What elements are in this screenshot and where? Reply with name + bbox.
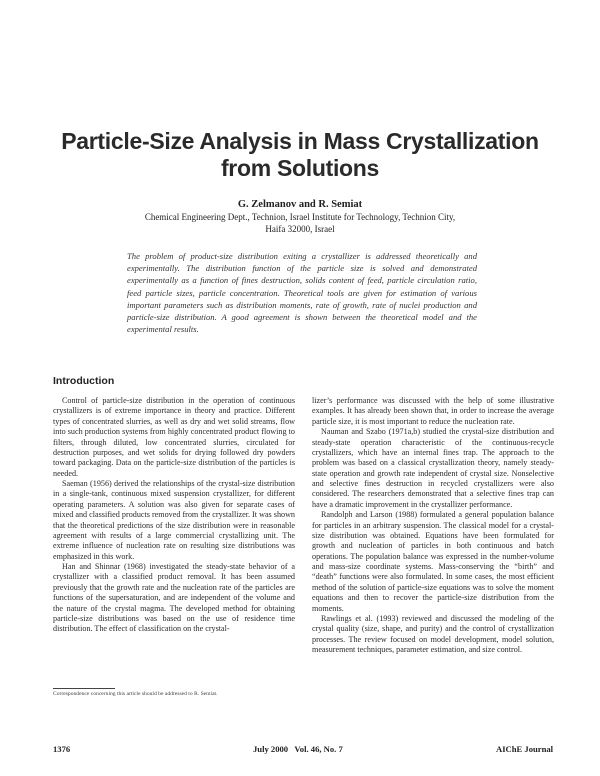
authors: G. Zelmanov and R. Semiat: [237, 199, 363, 210]
paragraph: Saeman (1956) derived the relationships of the crystal-size distribution in a single-tank, continuous mixed suspension crystallizer, for different operating parameters. A solution was also given for separate cases of mixed and classified products removed from the crystallizer. It was shown that the theoretical predictions of the size distribution were in reasonable agreement with results of a large commercial crystallizing unit. The extreme influence of nucleation rate on resulting size distributions was emphasized in this work.: [53, 479, 295, 561]
footnote-rule: [53, 688, 115, 689]
paragraph: Randolph and Larson (1988) formulated a general population balance for particles in an arbitrary suspension. The classical model for a crystal-size distribution was obtained. Equations have been formulated for growth and nucleation of particles in both continuous and batch operations. The population balance was expressed in the number-volume and mass-size coordinate systems. Mass-conserving the “birth” and “death” functions were also formulated. In some cases, the most efficient method of the solution of particle-size equations was to solve the moment equations and then to recover the particle-size distribution from the moments.: [312, 510, 554, 613]
issue-info: July 2000 Vol. 46, No. 7: [253, 744, 343, 754]
paragraph: Han and Shinnar (1968) investigated the steady-state behavior of a crystallizer with a classified product removal. It has been assumed previously that the growth rate and the nucleation rate of the particles are functions of the supersaturation, and are independent of the volume and the nature of the crystal magma. The developed method for obtaining particle-size distributions was based on the use of residence time distribution. The effect of classification on the crystal-: [53, 562, 295, 634]
right-column: [312, 396, 554, 655]
paragraph: Control of particle-size distribution in the operation of continuous crystallizers is of extreme importance in theory and practice. Different types of concentrated slurries, as well as dry and wet solid streams, flow into such production systems from highly concentrated product flowing to filters, through diluted, low concentrated slurries, circulated for destruction purposes, and wet solids for drying followed dry powders toward packaging. Data on the particle-size distribution of the particles is needed.: [53, 396, 295, 478]
affiliation: [0, 211, 600, 235]
footnote: Correspondence concerning this article should be addressed to R. Semiat.: [53, 691, 218, 697]
section-heading: Introduction: [53, 375, 115, 387]
abstract: The problem of product-size distribution exiting a crystallizer is addressed theoretically and experimentally. The distribution function of the particle size is solved and demonstrated experimentally as a function of fines destruction, solids content of feed, particle circulation ratio, feed particle sizes, particle concentration. Theoretical tools are given for estimation of various important parameters such as distribution moments, rate of growth, rate of nuclei production and particle-size distribution. A good agreement is shown between the theoretical model and the experimental results.: [127, 251, 477, 335]
title-line-2: from Solutions: [220, 155, 380, 181]
title-line-1: Particle-Size Analysis in Mass Crystallization: [61, 128, 539, 154]
paragraph: lizer’s performance was discussed with the help of some illustrative examples. It has already been shown that, in order to increase the average particle size, it is most important to reduce the nucleation rate.: [312, 396, 554, 426]
journal-name: AIChE Journal: [496, 744, 554, 754]
affiliation-line-2: Haifa 32000, Israel: [265, 224, 335, 234]
paragraph: Nauman and Szabo (1971a,b) studied the crystal-size distribution and steady-state operation characteristic of the continuous-recycle crystallizers, which have an internal fines trap. The approach to the problem was based on a classical crystallization theory, namely steady-state operation and growth rate independent of crystal size. Nonselective and selective fines destruction in recycled crystallizers were also considered. The researchers demonstrated that a selective fines trap can have a dramatic improvement in the crystallizer performance.: [312, 427, 554, 509]
page-number: 1376: [53, 744, 71, 754]
affiliation-line-1: Chemical Engineering Dept., Technion, Israel Institute for Technology, Technion City,: [144, 212, 456, 222]
paper-title: [0, 128, 600, 182]
left-column: [53, 396, 295, 635]
paragraph: Rawlings et al. (1993) reviewed and discussed the modeling of the crystal quality (size, shape, and purity) and the control of crystallization processes. The review focused on model development, model solution, measurement techniques, parameter estimation, and size control.: [312, 613, 554, 654]
